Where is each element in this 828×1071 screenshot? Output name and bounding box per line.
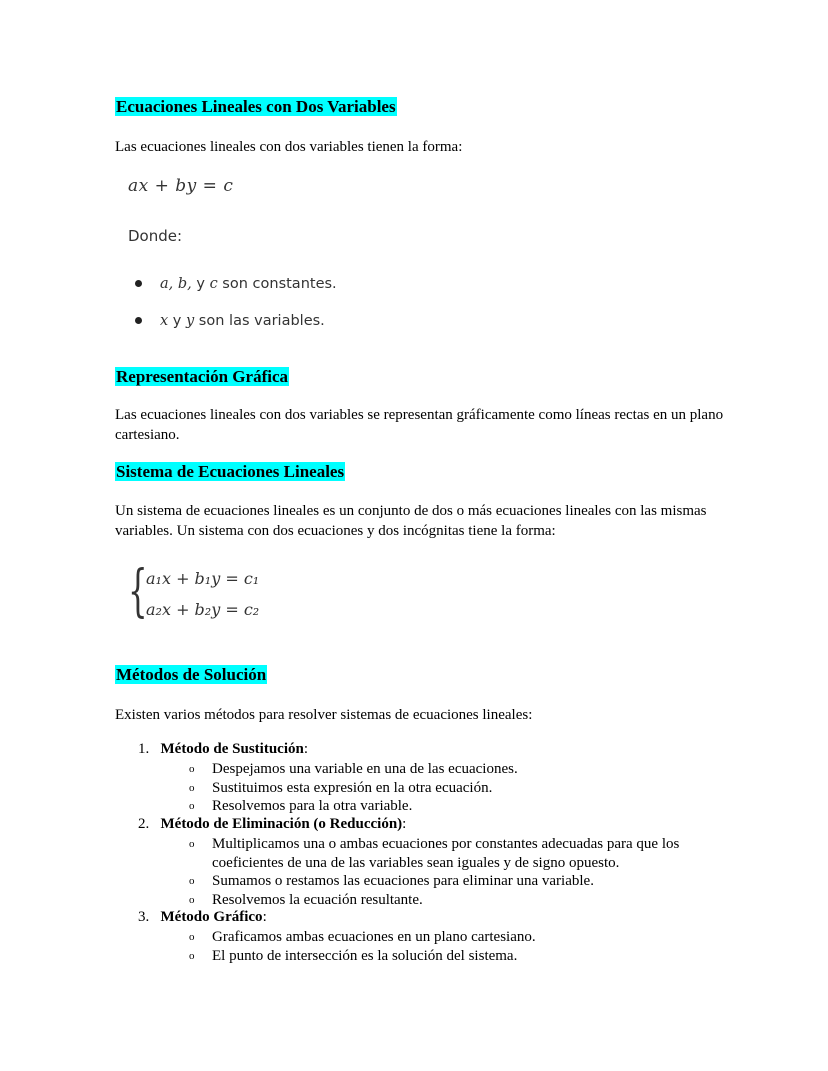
system-row-2: a₂x + b₂y = c₂ [146,600,260,619]
bullet-math: c [209,276,218,292]
method-item-1 [138,740,308,759]
step-text: Multiplicamos una o ambas ecuaciones por constantes adecuadas para que los coeficientes de una de las variables sean iguales y de signo opuesto. [212,836,680,871]
bullet-constants [135,276,337,292]
step-text: Sustituimos esta expresión en la otra ecuación. [212,780,493,796]
method-suffix: : [402,816,407,832]
list-number: 1. [138,741,150,757]
system-row-1: a₁x + b₁y = c₁ [146,569,260,588]
list-number: 2. [138,816,150,832]
bullet-connector: y [191,276,210,292]
step-text: El punto de intersección es la solución del sistema. [212,948,518,964]
step-text: Graficamos ambas ecuaciones en un plano cartesiano. [212,929,536,945]
bullet-math: a, b, [160,276,192,292]
method-item-3 [138,908,267,927]
metodos-intro: Existen varios métodos para resolver sistemas de ecuaciones lineales: [115,707,533,723]
method-item-2 [138,815,406,834]
circle-bullet-icon: o [189,875,195,887]
heading-representacion-grafica [115,366,289,388]
circle-bullet-icon: o [189,782,195,794]
step-text: Despejamos una variable en una de las ecuaciones. [212,761,518,777]
method-title: Método de Eliminación (o Reducción) [160,816,403,832]
bullet-math: y [186,313,195,329]
step-text: Resolvemos la ecuación resultante. [212,892,423,908]
step-text: Sumamos o restamos las ecuaciones para eliminar una variable. [212,873,594,889]
bullet-math: x [160,313,169,329]
circle-bullet-icon: o [189,894,195,906]
method-title: Método Gráfico [160,909,263,925]
circle-bullet-icon: o [189,931,195,943]
step-text: Resolvemos para la otra variable. [212,798,413,814]
heading-ecuaciones-lineales [115,96,397,118]
bullet-variables [135,313,325,329]
linear-equation: ax + by = c [128,176,234,196]
representacion-paragraph: Las ecuaciones lineales con dos variables se representan gráficamente como líneas rectas en un plano cartesiano. [115,407,724,443]
circle-bullet-icon: o [189,800,195,812]
bullet-dot-icon [135,280,142,287]
circle-bullet-icon: o [189,950,195,962]
bullet-connector: y [168,313,186,329]
method-suffix: : [303,741,309,757]
bullet-text: son constantes. [217,276,337,292]
heading-text: Ecuaciones Lineales con Dos Variables [116,97,396,116]
left-brace-icon: { [128,559,148,624]
heading-sistema-ecuaciones [115,461,345,483]
donde-label: Donde: [128,227,183,245]
heading-text: Sistema de Ecuaciones Lineales [116,462,345,481]
method-title: Método de Sustitución [160,741,304,757]
bullet-dot-icon [135,317,142,324]
bullet-text: son las variables. [194,313,325,329]
circle-bullet-icon: o [189,763,195,775]
circle-bullet-icon: o [189,838,195,850]
intro-paragraph: Las ecuaciones lineales con dos variables tienen la forma: [115,139,463,155]
method-suffix: : [262,909,267,925]
sistema-paragraph: Un sistema de ecuaciones lineales es un conjunto de dos o más ecuaciones lineales con las mismas variables. Un sistema con dos ecuaciones y dos incógnitas tiene la forma: [115,503,707,539]
list-number: 3. [138,909,150,925]
heading-text: Representación Gráfica [116,367,289,386]
heading-text: Métodos de Solución [116,665,267,684]
heading-metodos-solucion [115,664,267,686]
